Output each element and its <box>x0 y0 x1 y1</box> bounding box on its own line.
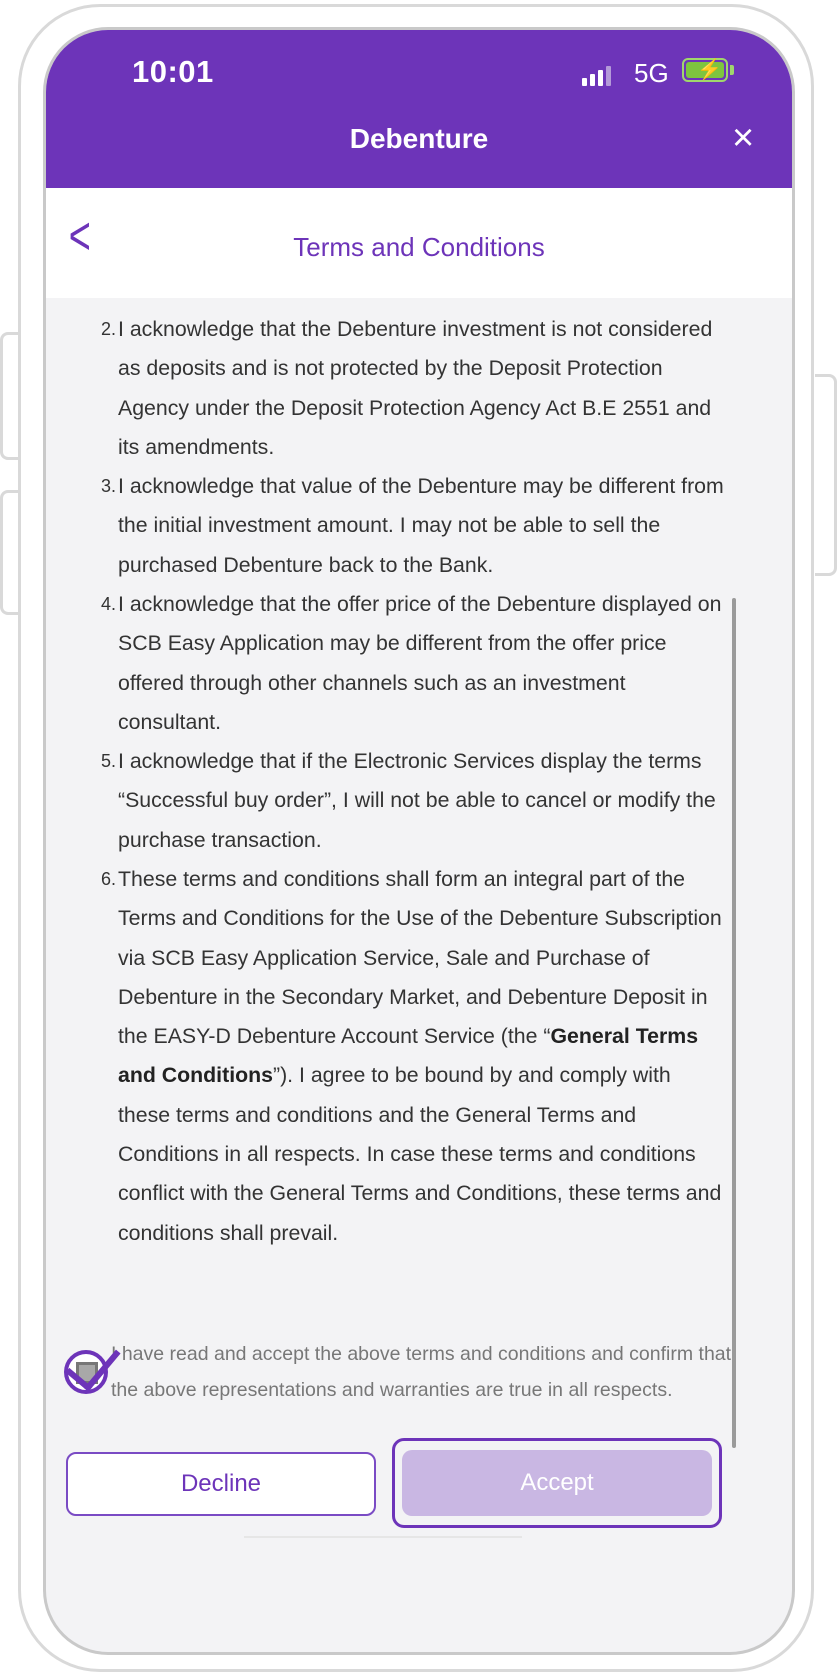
term-item <box>86 742 726 860</box>
term-item <box>86 860 726 1253</box>
term-text: I acknowledge that the offer price of the Debenture displayed on SCB Easy Application may be different from the offer price offered through other channels such as an investment consultant. <box>118 592 722 734</box>
term-text: I acknowledge that if the Electronic Services display the terms “Successful buy order”, I will not be able to cancel or modify the purchase transaction. <box>118 749 716 852</box>
term-number: 5. <box>100 751 116 771</box>
sub-header <box>46 188 792 298</box>
term-text-before: These terms and conditions shall form an integral part of the Terms and Conditions for the Use of the Debenture Subscription via SCB Easy Application Service, Sale and Purchase of Debenture in the Secondary Market, and Debenture Deposit in the EASY-D Debenture Account Service (the “ <box>118 867 722 1049</box>
term-number: 2. <box>100 319 116 339</box>
terms-content[interactable] <box>46 298 792 1448</box>
status-time: 10:01 <box>132 54 214 89</box>
battery-icon: ⚡ <box>682 58 728 82</box>
scrollbar[interactable] <box>732 598 736 1448</box>
term-item <box>86 310 726 467</box>
term-text-bold: General Terms and Conditions <box>118 1024 699 1088</box>
term-text-after: ”). I agree to be bound by and comply with these terms and conditions and the General Terms and Conditions in all respects. In case these terms and conditions conflict with the General Terms and Conditions, these terms and conditions shall prevail. <box>118 1063 722 1245</box>
close-icon[interactable]: × <box>732 117 755 159</box>
power-side-button <box>815 374 837 576</box>
back-chevron-icon[interactable]: < <box>68 206 91 266</box>
checkbox-icon[interactable] <box>64 1350 108 1394</box>
decline-button[interactable]: Decline <box>66 1452 376 1516</box>
consent-text: I have read and accept the above terms and conditions and confirm that the above representations and warranties are true in all respects. <box>111 1343 732 1401</box>
signal-icon <box>582 64 611 86</box>
phone-screen <box>46 30 792 1652</box>
battery-tip <box>730 65 734 75</box>
term-text: I acknowledge that value of the Debenture may be different from the initial investment amount. I may not be able to sell the purchased Debenture back to the Bank. <box>118 474 724 577</box>
term-text: I acknowledge that the Debenture investment is not considered as deposits and is not protected by the Deposit Protection Agency under the Deposit Protection Agency Act B.E 2551 and its amendments. <box>118 317 713 459</box>
term-text <box>118 860 726 1253</box>
app-header <box>46 30 792 188</box>
app-title: Debenture <box>349 123 489 154</box>
term-number: 4. <box>100 594 116 614</box>
term-number: 6. <box>100 869 116 889</box>
home-indicator <box>244 1536 522 1538</box>
term-item <box>86 467 726 585</box>
accept-button[interactable]: Accept <box>402 1450 712 1516</box>
network-type: 5G <box>634 58 669 88</box>
term-number: 3. <box>100 476 116 496</box>
term-item <box>86 585 726 742</box>
consent-row <box>54 1336 734 1408</box>
page-title: Terms and Conditions <box>293 232 545 262</box>
